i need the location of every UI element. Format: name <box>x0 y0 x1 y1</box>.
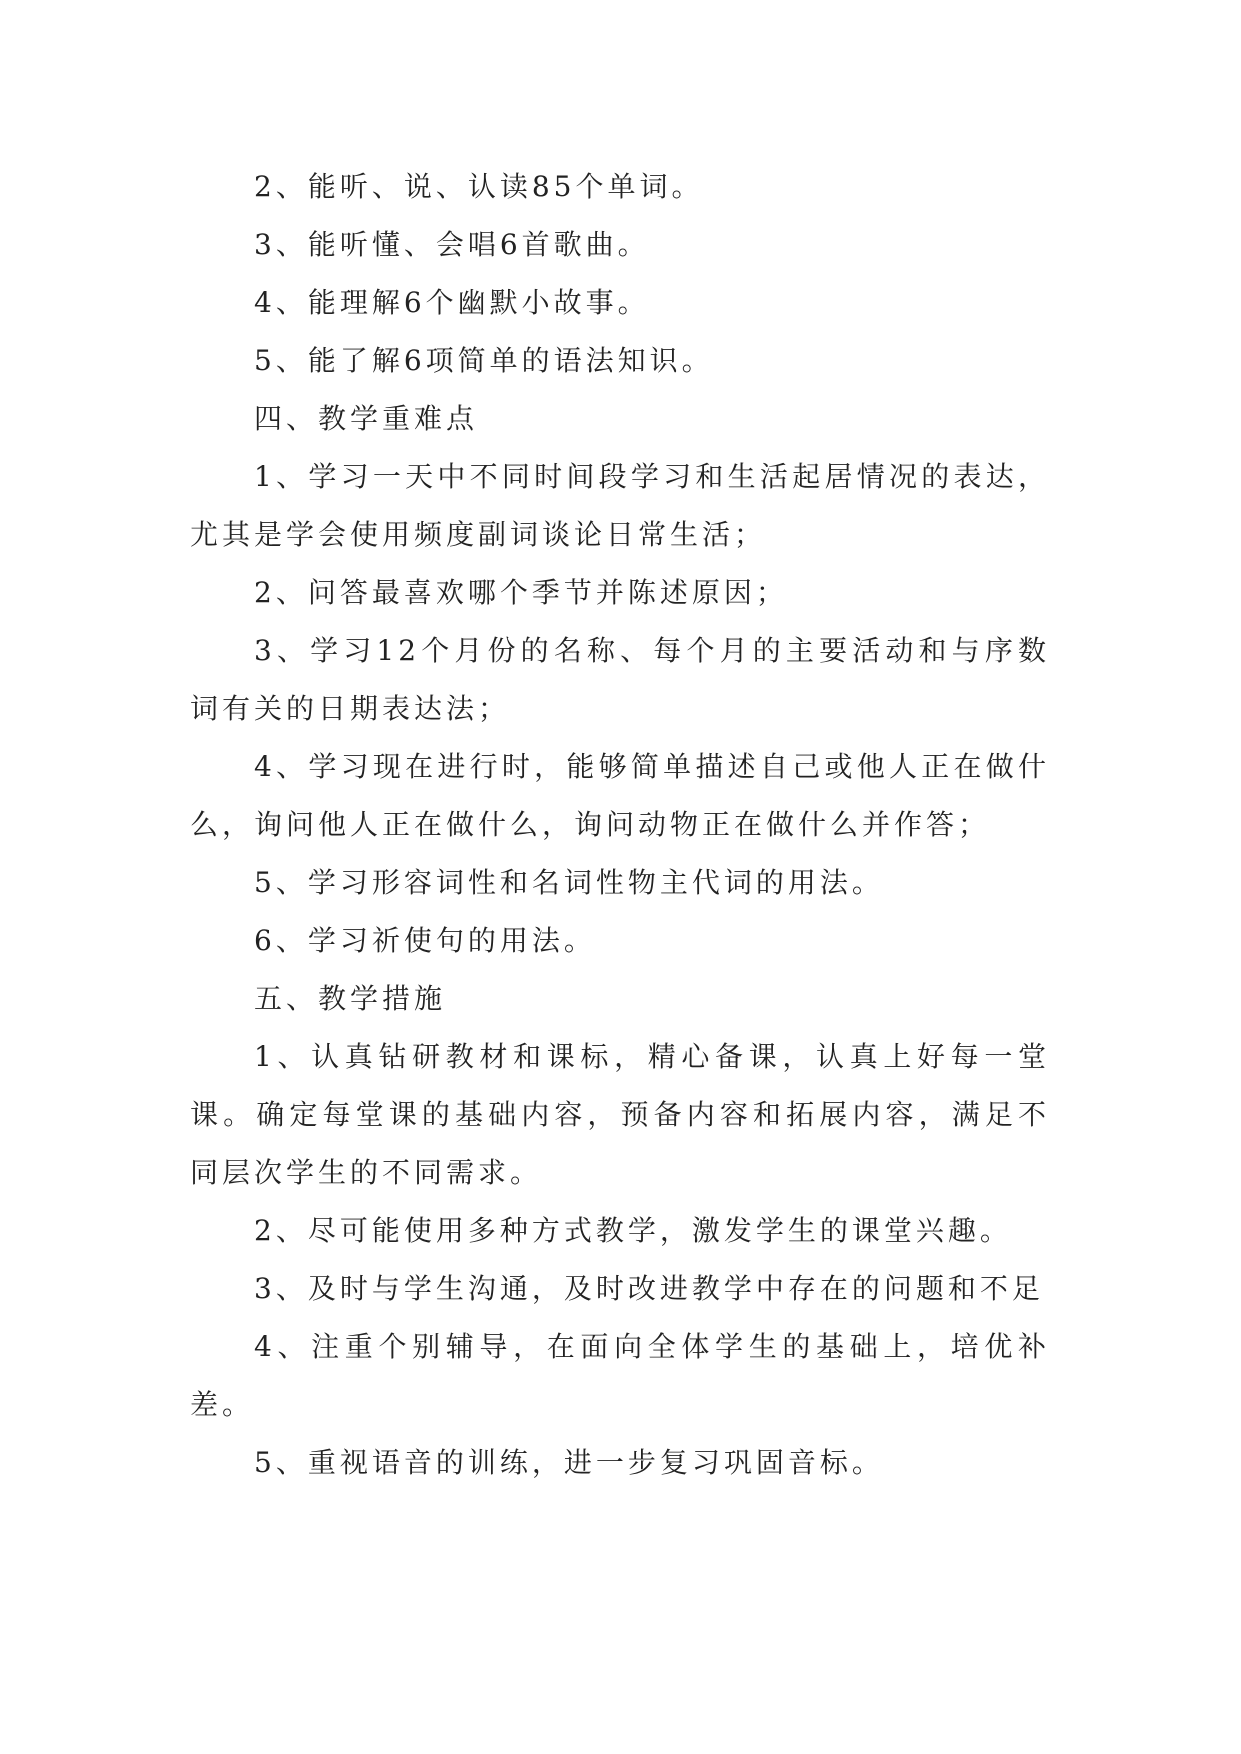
section-heading: 四、教学重难点 <box>254 402 479 435</box>
paragraph: 1、认真钻研教材和课标，精心备课，认真上好每一堂课。确定每堂课的基础内容，预备内容和拓展内容，满足不同层次学生的不同需求。 <box>190 1040 1050 1189</box>
paragraph: 1、学习一天中不同时间段学习和生活起居情况的表达，尤其是学会使用频度副词谈论日常生活； <box>190 460 1050 551</box>
section-heading: 五、教学措施 <box>254 982 447 1015</box>
paragraph: 5、重视语音的训练，进一步复习巩固音标。 <box>254 1446 884 1479</box>
paragraph: 3、能听懂、会唱6首歌曲。 <box>254 228 650 261</box>
paragraph: 2、问答最喜欢哪个季节并陈述原因； <box>254 576 788 609</box>
paragraph: 3、学习12个月份的名称、每个月的主要活动和与序数词有关的日期表达法； <box>190 634 1050 725</box>
paragraph: 2、能听、说、认读85个单词。 <box>254 170 704 203</box>
document-body <box>190 158 1050 1492</box>
paragraph: 4、学习现在进行时，能够简单描述自己或他人正在做什么，询问他人正在做什么，询问动物正在做什么并作答； <box>190 750 1050 841</box>
paragraph: 3、及时与学生沟通，及时改进教学中存在的问题和不足 <box>254 1272 1044 1305</box>
paragraph: 5、能了解6项简单的语法知识。 <box>254 344 714 377</box>
paragraph: 5、学习形容词性和名词性物主代词的用法。 <box>254 866 884 899</box>
paragraph: 2、尽可能使用多种方式教学，激发学生的课堂兴趣。 <box>254 1214 1012 1247</box>
paragraph: 4、注重个别辅导，在面向全体学生的基础上，培优补差。 <box>190 1330 1050 1421</box>
paragraph: 6、学习祈使句的用法。 <box>254 924 596 957</box>
paragraph: 4、能理解6个幽默小故事。 <box>254 286 650 319</box>
